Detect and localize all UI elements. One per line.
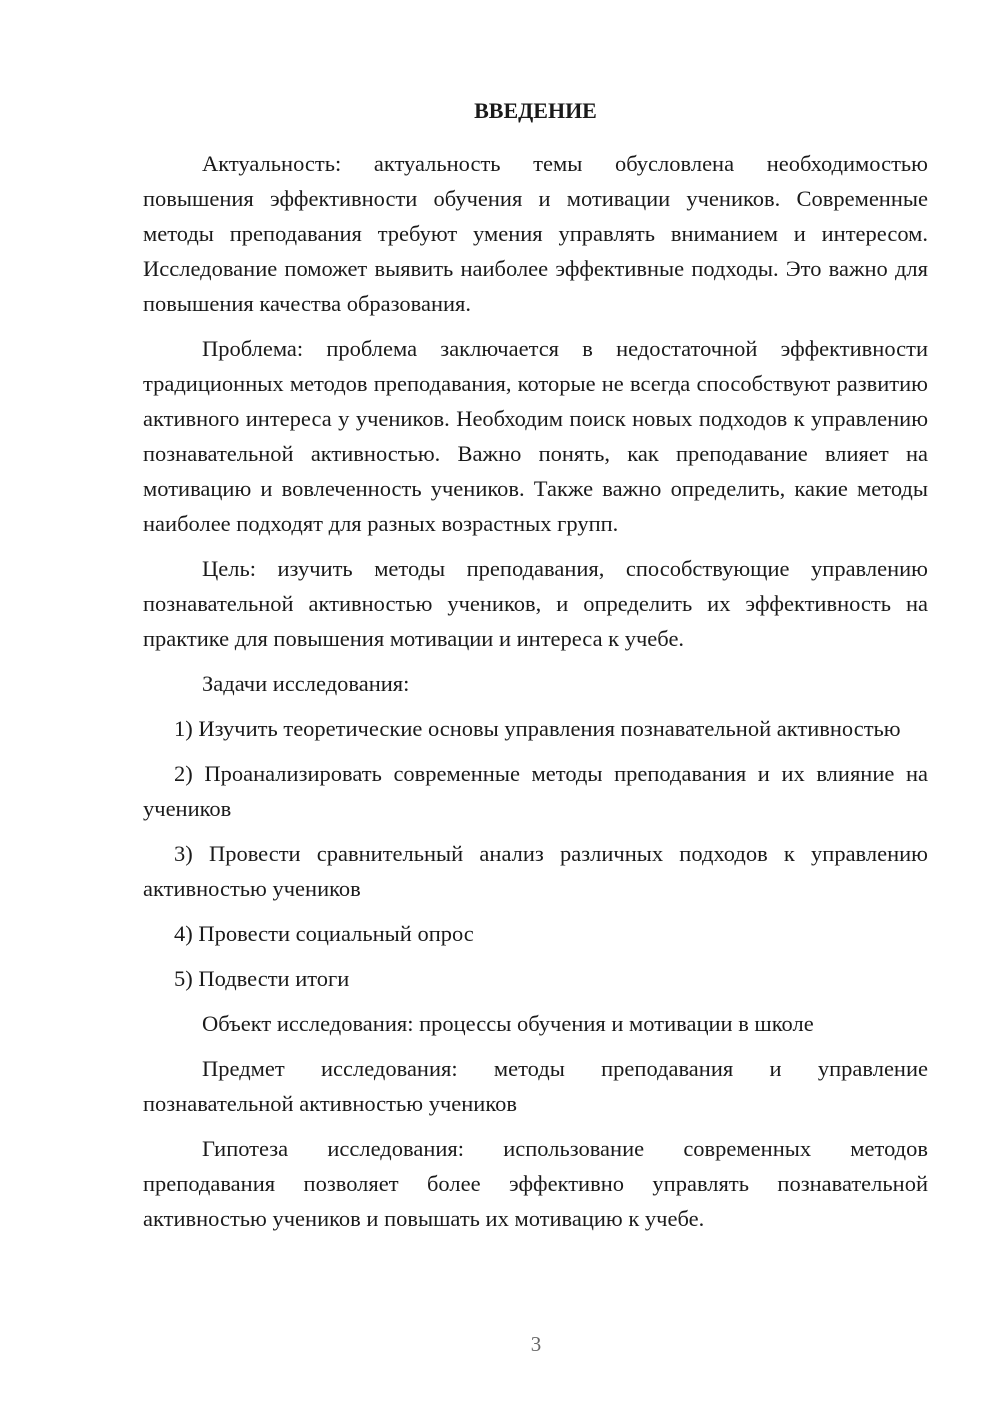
object-paragraph: Объект исследования: процессы обучения и мотивации в школе xyxy=(202,1011,814,1036)
section-heading: ВВЕДЕНИЕ xyxy=(474,98,597,123)
page-number: 3 xyxy=(530,1332,542,1356)
subject-paragraph: Предмет исследования: методы преподавания и управление познавательной активностью учеников xyxy=(143,1056,928,1116)
hypothesis-paragraph: Гипотеза исследования: использование современных методов преподавания позволяет более эффективно управлять познавательной активностью учеников и повышать их мотивацию к учебе. xyxy=(143,1136,928,1231)
task-item-2: 2) Проанализировать современные методы преподавания и их влияние на учеников xyxy=(143,761,928,821)
problem-paragraph: Проблема: проблема заключается в недостаточной эффективности традиционных методов преподавания, которые не всегда способствуют развитию активного интереса у учеников. Необходим поиск новых подходов к управлению познавательной активностью. Важно понять, как преподавание влияет на мотивацию и вовлеченность учеников. Также важно определить, какие методы наиболее подходят для разных возрастных групп. xyxy=(143,336,928,536)
tasks-heading: Задачи исследования: xyxy=(202,671,410,696)
goal-paragraph: Цель: изучить методы преподавания, способствующие управлению познавательной активностью учеников, и определить их эффективность на практике для повышения мотивации и интереса к учебе. xyxy=(143,556,928,651)
relevance-paragraph: Актуальность: актуальность темы обусловлена необходимостью повышения эффективности обучения и мотивации учеников. Современные методы преподавания требуют умения управлять вниманием и интересом. Исследование поможет выявить наиболее эффективные подходы. Это важно для повышения качества образования. xyxy=(143,151,928,316)
task-item-1: 1) Изучить теоретические основы управления познавательной активностью xyxy=(174,716,901,741)
task-item-4: 4) Провести социальный опрос xyxy=(174,921,474,946)
task-item-3: 3) Провести сравнительный анализ различных подходов к управлению активностью учеников xyxy=(143,841,928,901)
task-item-5: 5) Подвести итоги xyxy=(174,966,350,991)
page-body xyxy=(143,96,928,1246)
